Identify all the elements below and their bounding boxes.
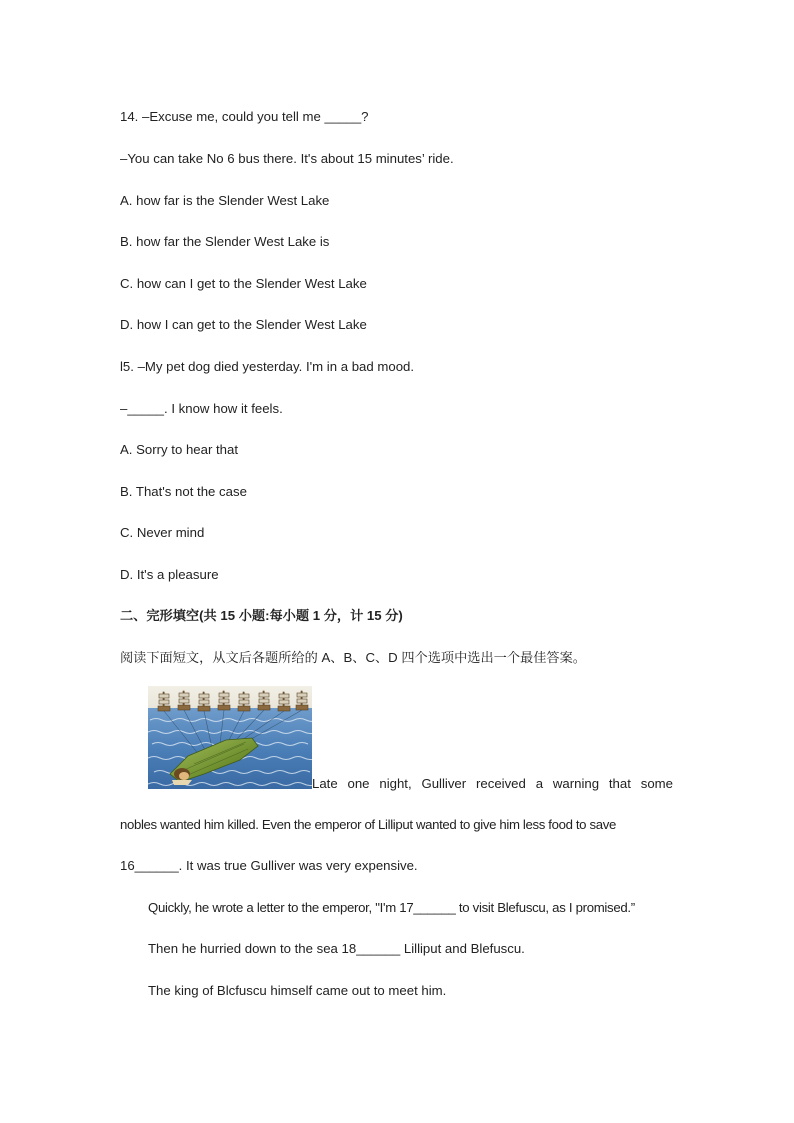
section-instruction: 阅读下面短文，从文后各题所给的 A、B、C、D 四个选项中选出一个最佳答案。 [120, 650, 586, 665]
question-14-option-a: A. how far is the Slender West Lake [120, 193, 330, 208]
question-15-option-b: B. That's not the case [120, 484, 247, 499]
question-15-stem: l5. –My pet dog died yesterday. I'm in a bad mood. [120, 359, 415, 374]
passage-line-3: 16______. It was true Gulliver was very expensive. [120, 858, 418, 873]
passage-line-4: Quickly, he wrote a letter to the emperor, "I'm 17______ to visit Blefuscu, as I promised.” [148, 900, 635, 915]
question-14-option-d: D. how I can get to the Slender West Lake [120, 317, 367, 332]
passage-line-6: The king of Blcfuscu himself came out to meet him. [148, 983, 447, 998]
question-14-option-c: C. how can I get to the Slender West Lake [120, 276, 367, 291]
passage-line-1: Late one night, Gulliver received a warning that some [312, 776, 673, 791]
question-14-reply: –You can take No 6 bus there. It's about 15 minutes’ ride. [120, 151, 454, 166]
question-14-option-b: B. how far the Slender West Lake is [120, 234, 330, 249]
question-15-reply: –_____. I know how it feels. [120, 401, 283, 416]
passage-line-2: nobles wanted him killed. Even the emperor of Lilliput wanted to give him less food to save [120, 817, 616, 832]
question-14-stem: 14. –Excuse me, could you tell me _____? [120, 109, 369, 124]
section-heading: 二、完形填空(共 15 小题:每小题 1 分，计 15 分) [120, 608, 403, 623]
passage-line-5: Then he hurried down to the sea 18______ Lilliput and Blefuscu. [148, 941, 525, 956]
gulliver-illustration [148, 686, 312, 789]
question-15-option-d: D. It's a pleasure [120, 567, 219, 582]
question-15-option-c: C. Never mind [120, 525, 205, 540]
question-15-option-a: A. Sorry to hear that [120, 442, 239, 457]
